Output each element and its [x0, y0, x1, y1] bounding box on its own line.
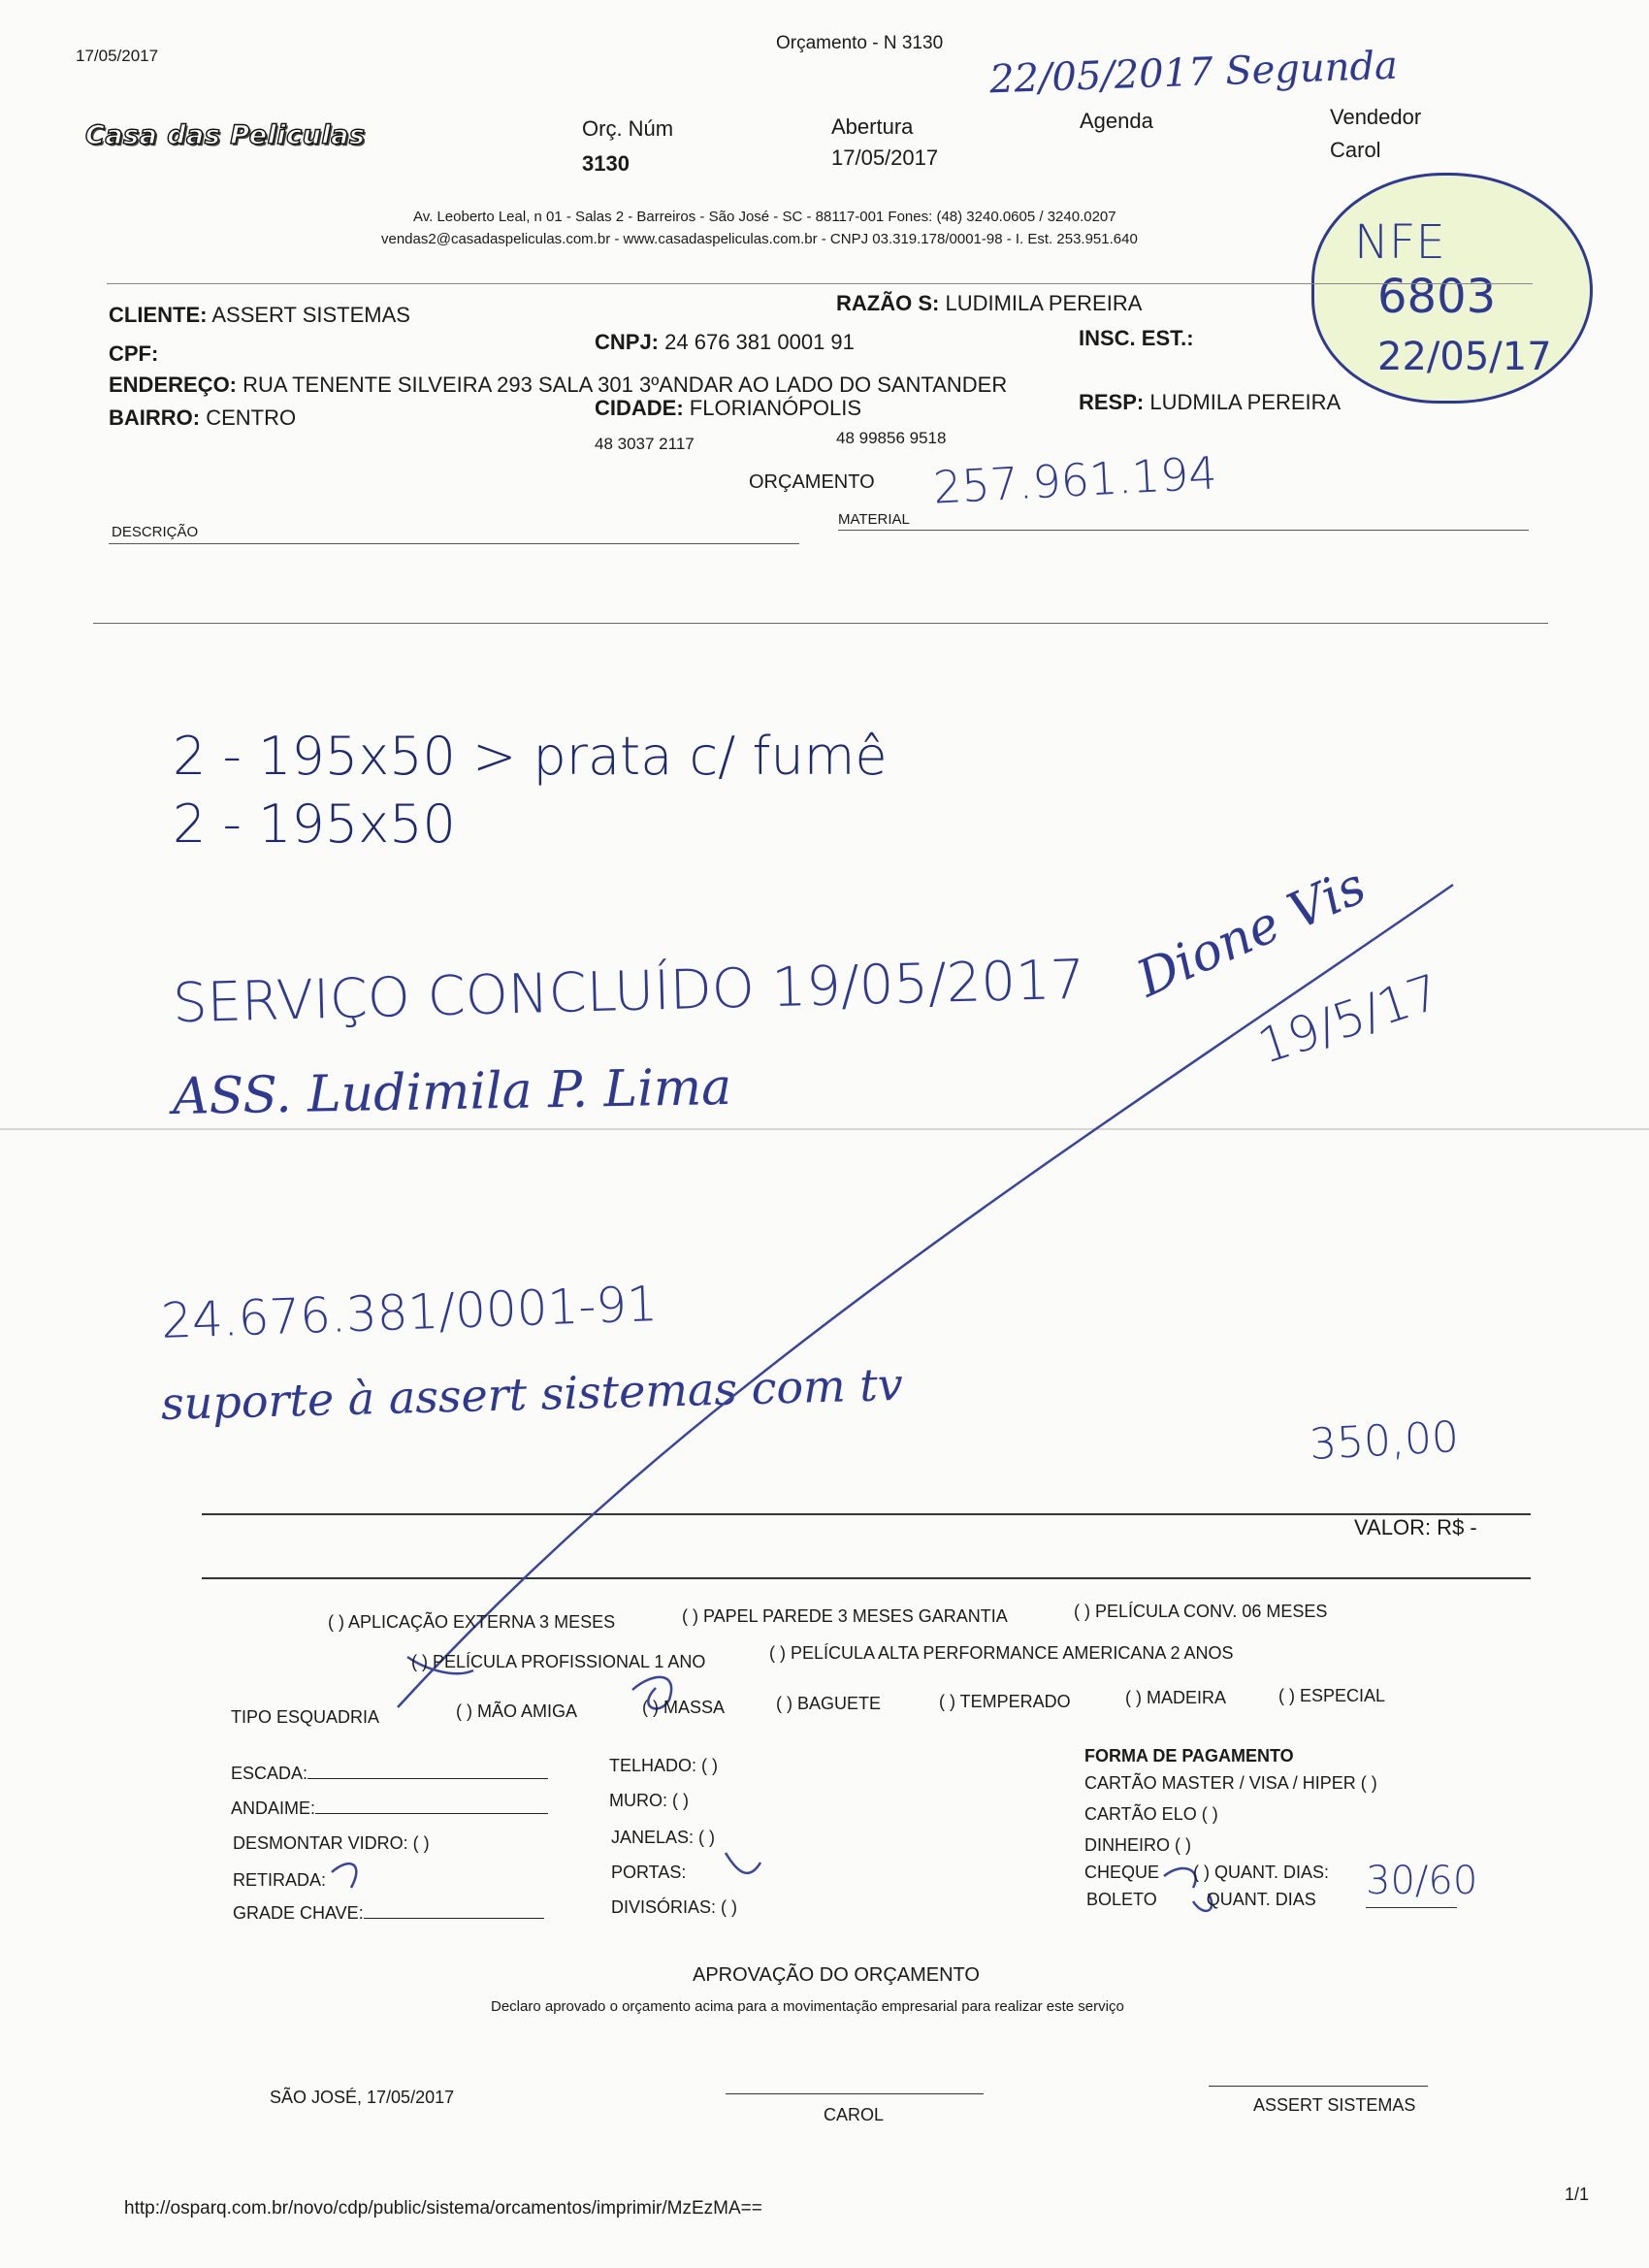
handwritten-signature-date: 19/5/17: [1251, 963, 1447, 1075]
handwritten-cnpj: 24.676.381/0001-91: [160, 1276, 659, 1349]
orc-num-label: Orç. Núm: [582, 116, 674, 141]
portas-option[interactable]: PORTAS:: [611, 1863, 687, 1882]
resp-label: RESP:: [1079, 390, 1145, 414]
signature-name-carol: CAROL: [824, 2105, 885, 2124]
handwritten-suporte: suporte à assert sistemas com tv: [160, 1357, 904, 1431]
abertura-label: Abertura: [831, 114, 914, 139]
pagamento-boleto[interactable]: [1086, 1890, 1316, 1910]
retirada-option[interactable]: RETIRADA:: [233, 1870, 327, 1890]
bairro-value: CENTRO: [206, 405, 297, 430]
handwritten-service-completed: SERVIÇO CONCLUÍDO 19/05/2017: [172, 948, 1086, 1036]
print-date: 17/05/2017: [76, 47, 159, 65]
razao-label: RAZÃO S:: [836, 291, 940, 315]
option-baguete[interactable]: ( ) BAGUETE: [776, 1694, 882, 1713]
tipo-esquadria-label: TIPO ESQUADRIA: [231, 1707, 380, 1727]
andaime-label: ANDAIME:: [231, 1798, 316, 1818]
escada-field[interactable]: [231, 1764, 548, 1784]
option-temperado[interactable]: ( ) TEMPERADO: [939, 1692, 1071, 1711]
escada-blank[interactable]: [307, 1778, 548, 1779]
phone-2: 48 99856 9518: [836, 429, 947, 447]
grade-chave-field[interactable]: [233, 1903, 544, 1924]
cliente-label: CLIENTE:: [109, 303, 208, 327]
option-madeira[interactable]: ( ) MADEIRA: [1125, 1688, 1227, 1707]
orcamento-label: ORÇAMENTO: [749, 471, 875, 493]
vendedor-value: Carol: [1330, 138, 1381, 162]
cliente-value: ASSERT SISTEMAS: [211, 303, 410, 327]
option-pelicula-profissional[interactable]: ( ) PELÍCULA PROFISSIONAL 1 ANO: [411, 1652, 706, 1671]
razao-value: LUDIMILA PEREIRA: [945, 291, 1143, 315]
cnpj-label: CNPJ:: [595, 330, 660, 354]
grade-chave-blank[interactable]: [364, 1918, 544, 1919]
option-papel-parede[interactable]: ( ) PAPEL PAREDE 3 MESES GARANTIA: [682, 1606, 1008, 1626]
cheque-quant-dias: ( ) QUANT. DIAS:: [1193, 1863, 1330, 1882]
pagamento-cartao-master[interactable]: CARTÃO MASTER / VISA / HIPER ( ): [1084, 1773, 1377, 1793]
nfe-label: NFE: [1354, 215, 1445, 270]
boleto-days-line: [1366, 1907, 1457, 1908]
company-logo: Casa das Peliculas: [85, 120, 366, 150]
andaime-field[interactable]: [231, 1798, 548, 1819]
handwritten-quant-dias: 30/60: [1366, 1859, 1478, 1903]
page-number: 1/1: [1565, 2185, 1590, 2204]
local-data: SÃO JOSÉ, 17/05/2017: [270, 2088, 455, 2107]
nfe-date: 22/05/17: [1377, 335, 1552, 379]
signature-line-carol: [726, 2093, 984, 2094]
pagamento-cartao-elo[interactable]: CARTÃO ELO ( ): [1084, 1804, 1218, 1824]
bairro-label: BAIRRO:: [109, 405, 201, 430]
boleto-quant-dias: QUANT. DIAS: [1206, 1890, 1316, 1909]
company-address: Av. Leoberto Leal, n 01 - Salas 2 - Barreiros - São José - SC - 88117-001 Fones: (48) 3240.0605 / 3240.0207: [413, 209, 1116, 225]
desmontar-vidro-option[interactable]: DESMONTAR VIDRO: ( ): [233, 1833, 430, 1853]
handwritten-item-1: 2 - 195x50 > prata c/ fumê: [173, 726, 888, 787]
handwritten-valor: 350,00: [1308, 1412, 1461, 1470]
escada-label: ESCADA:: [231, 1764, 308, 1783]
orc-num-value: 3130: [582, 151, 630, 176]
aprovacao-title: APROVAÇÃO DO ORÇAMENTO: [693, 1964, 980, 1986]
company-contacts: vendas2@casadaspeliculas.com.br - www.casadaspeliculas.com.br - CNPJ 03.319.178/0001-98 - I. Est. 253.951.640: [381, 231, 1138, 247]
document-title: Orçamento - N 3130: [776, 33, 944, 53]
option-pelicula-alta-performance[interactable]: ( ) PELÍCULA ALTA PERFORMANCE AMERICANA 2 ANOS: [769, 1643, 1234, 1663]
descricao-label: DESCRIÇÃO: [112, 524, 199, 540]
option-aplicacao-externa[interactable]: ( ) APLICAÇÃO EXTERNA 3 MESES: [328, 1612, 616, 1632]
handwritten-orcamento-number: 257.961.194: [931, 446, 1218, 514]
handwritten-signature-line: ASS. Ludimila P. Lima: [172, 1057, 732, 1127]
divisorias-option[interactable]: DIVISÓRIAS: ( ): [611, 1897, 738, 1917]
signature-line-client: [1209, 2086, 1428, 2087]
boleto-label: BOLETO: [1086, 1890, 1157, 1909]
pagamento-title: FORMA DE PAGAMENTO: [1084, 1746, 1294, 1766]
cnpj-value: 24 676 381 0001 91: [664, 330, 855, 354]
material-label: MATERIAL: [838, 511, 910, 528]
nfe-number: 6803: [1377, 270, 1497, 324]
handwritten-signature-right: Dione Vis: [1128, 857, 1374, 1009]
endereco-label: ENDEREÇO:: [109, 373, 238, 397]
cheque-label: CHEQUE: [1084, 1863, 1160, 1882]
footer-url[interactable]: http://osparq.com.br/novo/cdp/public/sistema/orcamentos/imprimir/MzEzMA==: [124, 2198, 762, 2219]
aprovacao-text: Declaro aprovado o orçamento acima para a movimentação empresarial para realizar este serviço: [491, 1998, 1124, 2015]
pagamento-dinheiro[interactable]: DINHEIRO ( ): [1084, 1835, 1191, 1855]
insc-est-label: INSC. EST.:: [1079, 326, 1194, 350]
pagamento-cheque[interactable]: [1084, 1863, 1329, 1883]
handwritten-item-2: 2 - 195x50: [173, 794, 456, 855]
agenda-label: Agenda: [1080, 109, 1153, 133]
resp-value: LUDMILA PEREIRA: [1149, 390, 1342, 414]
signature-name-client: ASSERT SISTEMAS: [1253, 2095, 1416, 2115]
endereco-value: RUA TENENTE SILVEIRA 293 SALA 301 3ºANDAR AO LADO DO SANTANDER: [242, 373, 1008, 397]
valor-label: VALOR: R$ -: [1354, 1515, 1477, 1539]
cidade-value: FLORIANÓPOLIS: [689, 396, 862, 420]
phone-1: 48 3037 2117: [595, 435, 695, 453]
vendedor-label: Vendedor: [1330, 105, 1422, 129]
janelas-option[interactable]: JANELAS: ( ): [611, 1828, 716, 1847]
andaime-blank[interactable]: [315, 1813, 548, 1814]
option-massa[interactable]: ( ) MASSA: [642, 1698, 726, 1717]
muro-option[interactable]: MURO: ( ): [609, 1791, 689, 1810]
telhado-option[interactable]: TELHADO: ( ): [609, 1756, 719, 1775]
cpf-label: CPF:: [109, 341, 159, 366]
grade-chave-label: GRADE CHAVE:: [233, 1903, 364, 1923]
option-mao-amiga[interactable]: ( ) MÃO AMIGA: [456, 1701, 578, 1721]
abertura-value: 17/05/2017: [831, 146, 939, 170]
cidade-label: CIDADE:: [595, 396, 684, 420]
option-pelicula-conv[interactable]: ( ) PELÍCULA CONV. 06 MESES: [1074, 1602, 1328, 1621]
option-especial[interactable]: ( ) ESPECIAL: [1278, 1686, 1386, 1705]
handwritten-schedule-date: 22/05/2017 Segunda: [988, 43, 1399, 103]
